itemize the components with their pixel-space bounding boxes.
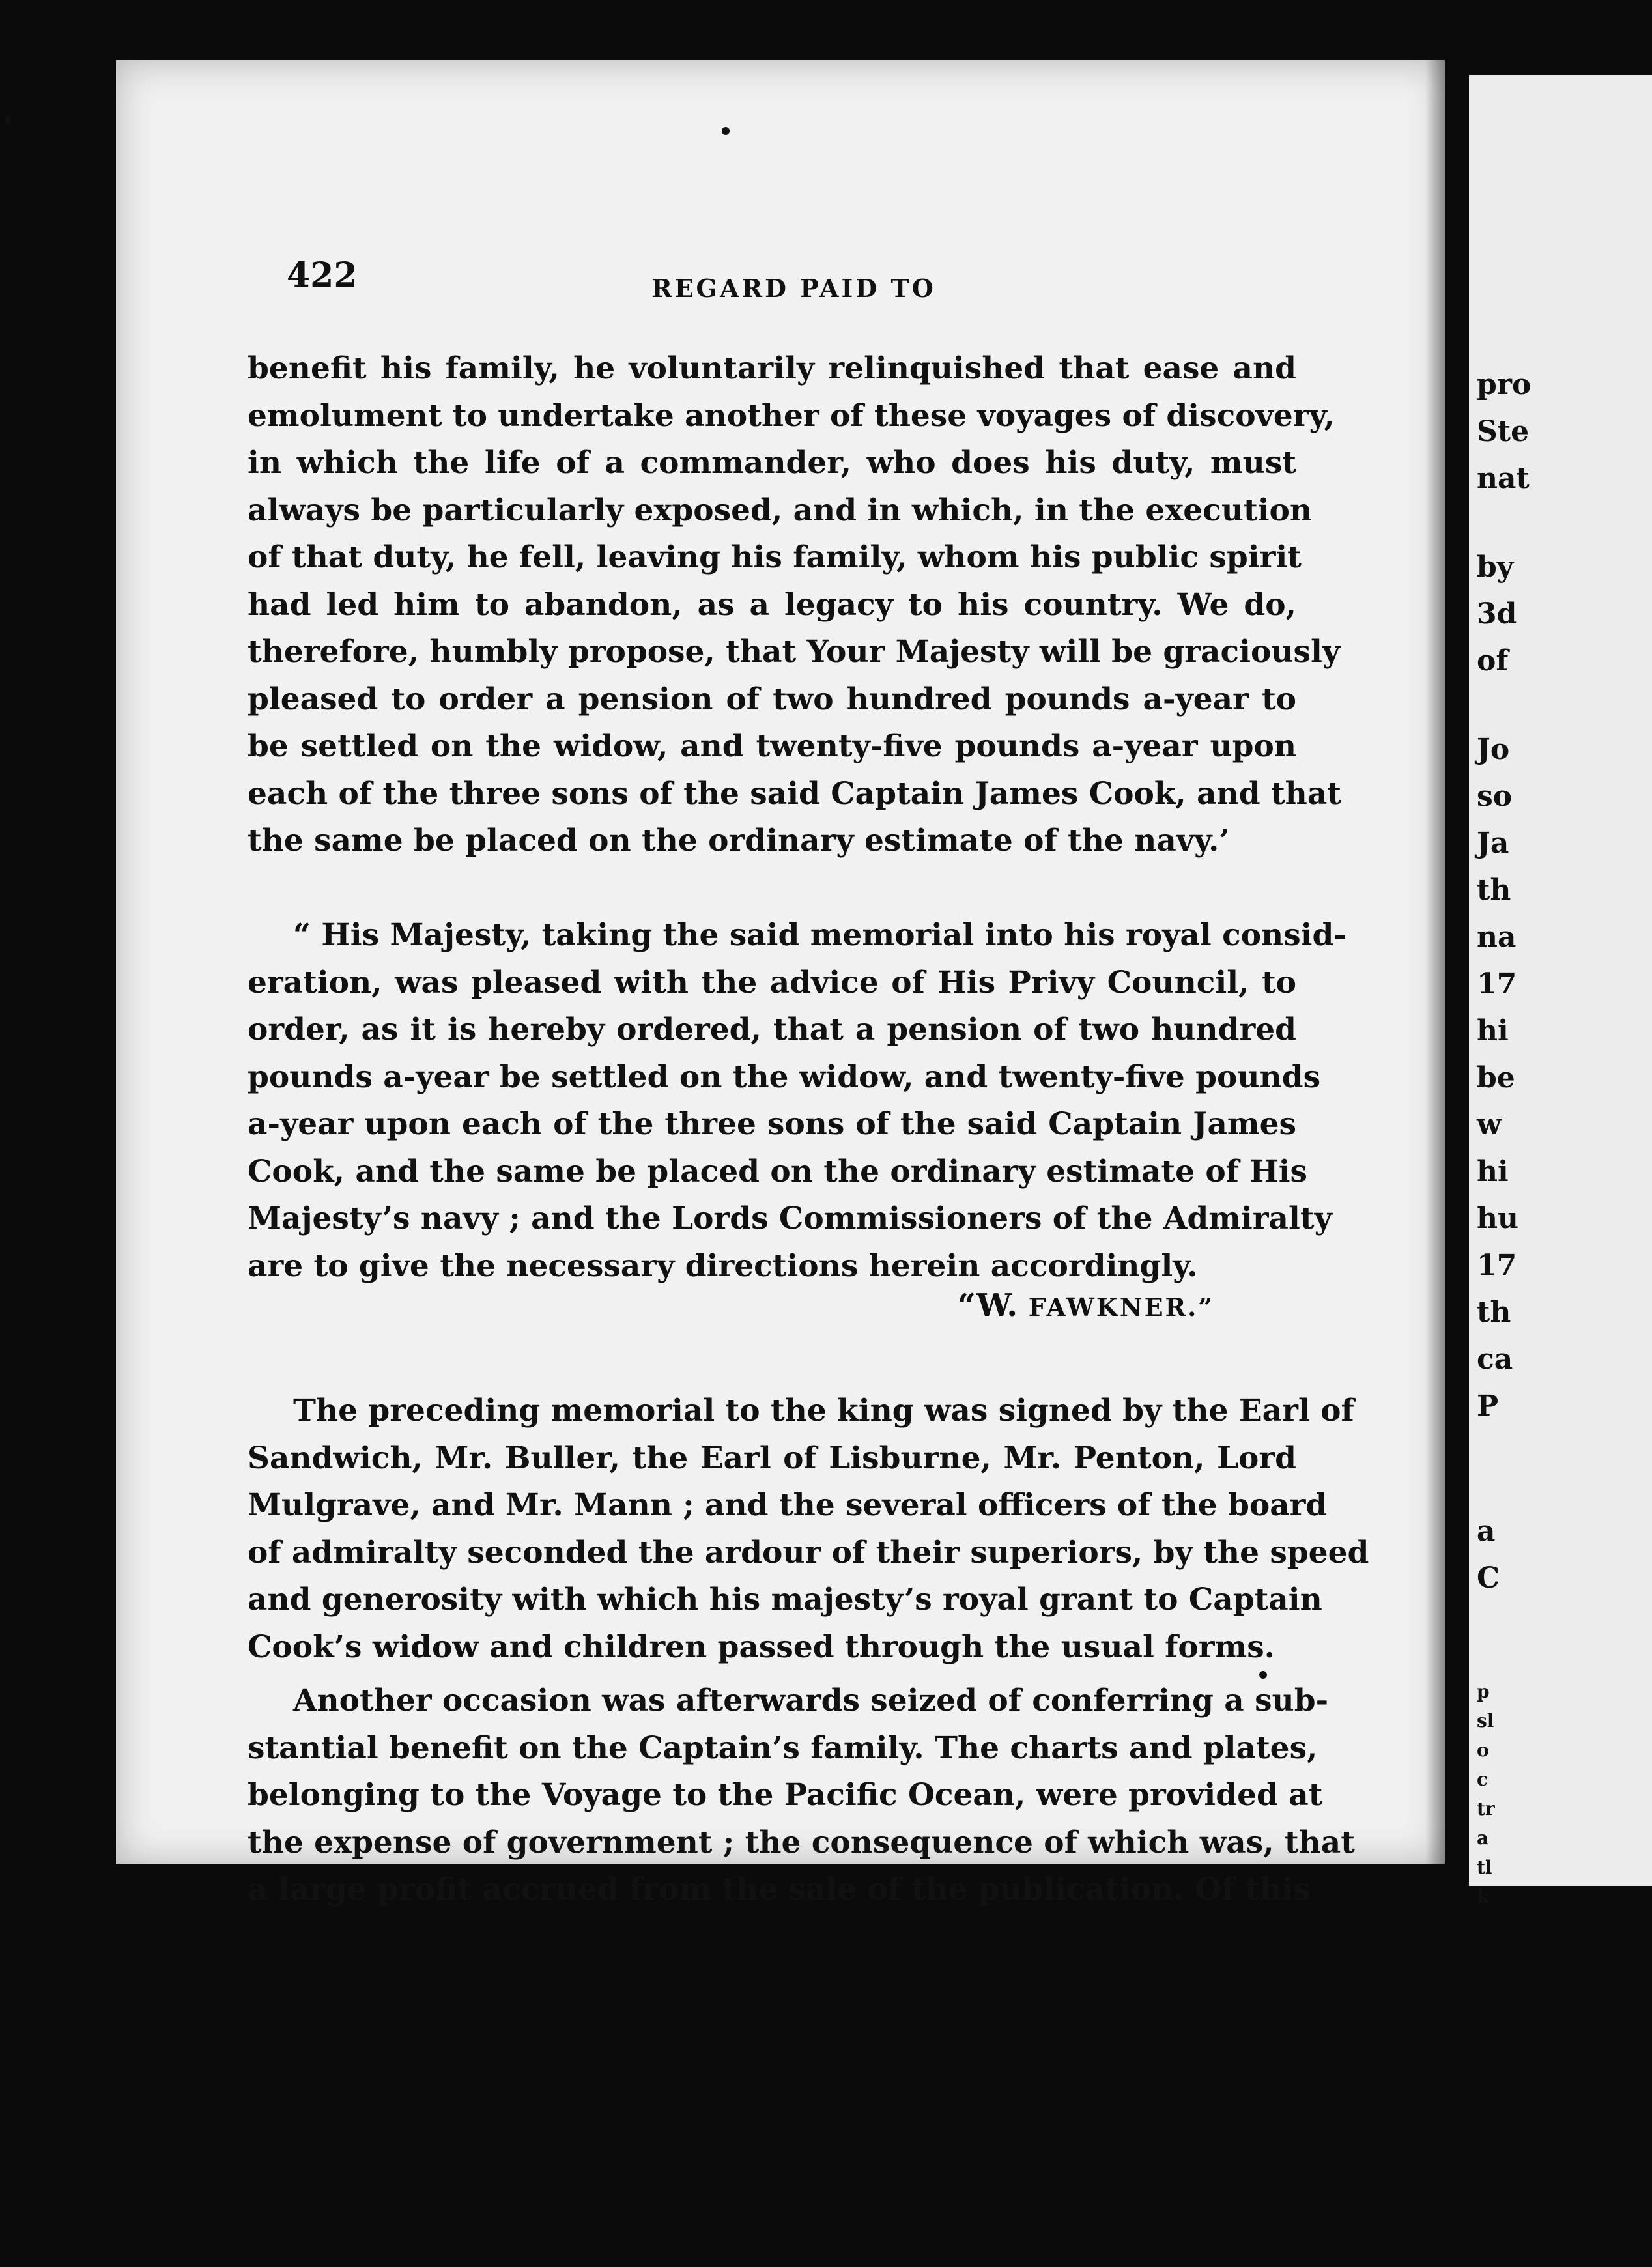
text-line: eration, was pleased with the advice of His Privy Council, to [248, 964, 1296, 1001]
text-line: emolument to undertake another of these voyages of discovery, [248, 397, 1335, 434]
fragment: th [1477, 1296, 1511, 1329]
text-line: a large profit accrued from the sale of the publication. Of this [248, 1872, 1311, 1907]
text-line: the same be placed on the ordinary estimate of the navy.’ [248, 823, 1230, 859]
text-line: had led him to abandon, as a legacy to his country. We do, [248, 586, 1296, 623]
ink-speck [722, 127, 730, 135]
text-line: The preceding memorial to the king was signed by the Earl of [293, 1393, 1354, 1429]
text-line: are to give the necessary directions herein accordingly. [248, 1248, 1198, 1284]
ink-speck [5, 114, 10, 126]
fragment: C [1477, 1561, 1500, 1595]
signature-prefix: “W. [958, 1287, 1029, 1324]
fragment: of [1477, 644, 1509, 677]
fragment: p [1477, 1681, 1490, 1702]
fragment: o [1477, 1739, 1489, 1761]
signature [958, 1287, 1214, 1324]
fragment: tr [1477, 1798, 1495, 1819]
fragment: a [1477, 1827, 1489, 1849]
fragment: 17 [1477, 967, 1517, 1001]
text-line: always be particularly exposed, and in which, in the execution [248, 492, 1313, 528]
running-head: REGARD PAID TO [651, 274, 936, 303]
text-line: Another occasion was afterwards seized of conferring a sub- [293, 1683, 1329, 1718]
fragment: c [1477, 1769, 1488, 1790]
fragment: th [1477, 874, 1511, 907]
text-line: therefore, humbly propose, that Your Majesty will be graciously [248, 634, 1341, 670]
text-line: of admiralty seconded the ardour of their superiors, by the speed [248, 1534, 1369, 1571]
text-line: belonging to the Voyage to the Pacific Ocean, were provided at [248, 1777, 1323, 1813]
fragment: hu [1477, 1202, 1518, 1235]
fragment: Ste [1477, 415, 1530, 448]
text-line: Cook’s widow and children passed through the usual forms. [248, 1629, 1275, 1665]
fragment: sl [1477, 1710, 1494, 1732]
page-number: 422 [287, 255, 358, 295]
fragment: 3d [1477, 597, 1517, 631]
paragraph-royal-order [248, 912, 1346, 1290]
text-line: Majesty’s navy ; and the Lords Commissioners of the Admiralty [248, 1201, 1332, 1236]
fragment: nat [1477, 462, 1530, 495]
text-line: order, as it is hereby ordered, that a pension of two hundred [248, 1012, 1296, 1048]
text-line: be settled on the widow, and twenty-five pounds a-year upon [248, 728, 1296, 764]
text-line: benefit his family, he voluntarily relinquished that ease and [248, 350, 1296, 386]
paragraph-memorial-end [248, 345, 1341, 865]
fragment: be [1477, 1061, 1515, 1094]
fragment: by [1477, 550, 1514, 584]
text-line: the expense of government ; the consequence of which was, that [248, 1824, 1355, 1861]
paragraph-another-occasion [248, 1677, 1355, 1914]
fragment: k [1477, 1886, 1490, 1907]
text-line: Sandwich, Mr. Buller, the Earl of Lisburne, Mr. Penton, Lord [248, 1440, 1296, 1476]
fragment: P [1477, 1390, 1499, 1423]
text-line: “ His Majesty, taking the said memorial into his royal consid- [293, 917, 1346, 953]
fragment: hi [1477, 1155, 1509, 1188]
fragment: na [1477, 920, 1517, 954]
fragment: ca [1477, 1343, 1513, 1376]
fragment: w [1477, 1108, 1502, 1141]
text-line: stantial benefit on the Captain’s family. The charts and plates, [248, 1730, 1318, 1766]
text-line: a-year upon each of the three sons of the said Captain James [248, 1106, 1296, 1142]
signature-name: FAWKNER.” [1028, 1292, 1215, 1322]
fragment: Jo [1477, 733, 1510, 766]
text-line: pleased to order a pension of two hundred pounds a-year to [248, 681, 1296, 717]
adjacent-page-edge [1469, 75, 1652, 1907]
paragraph-signatories [248, 1388, 1369, 1671]
text-line: pounds a-year be settled on the widow, and twenty-five pounds [248, 1059, 1321, 1095]
fragment: so [1477, 780, 1513, 813]
text-line: Cook, and the same be placed on the ordinary estimate of His [248, 1153, 1308, 1190]
fragment: hi [1477, 1014, 1509, 1048]
text-line: in which the life of a commander, who does his duty, must [248, 445, 1296, 481]
text-line: of that duty, he fell, leaving his family, whom his public spirit [248, 539, 1302, 575]
text-line: Mulgrave, and Mr. Mann ; and the several officers of the board [248, 1487, 1328, 1523]
fragment: 17 [1477, 1249, 1517, 1282]
fragment: a [1477, 1515, 1496, 1548]
fragment: pro [1477, 368, 1531, 401]
fragment: tl [1477, 1857, 1492, 1878]
text-line: each of the three sons of the said Captain James Cook, and that [248, 775, 1341, 812]
fragment: Ja [1477, 827, 1509, 860]
text-line: and generosity with which his majesty’s royal grant to Captain [248, 1582, 1322, 1618]
